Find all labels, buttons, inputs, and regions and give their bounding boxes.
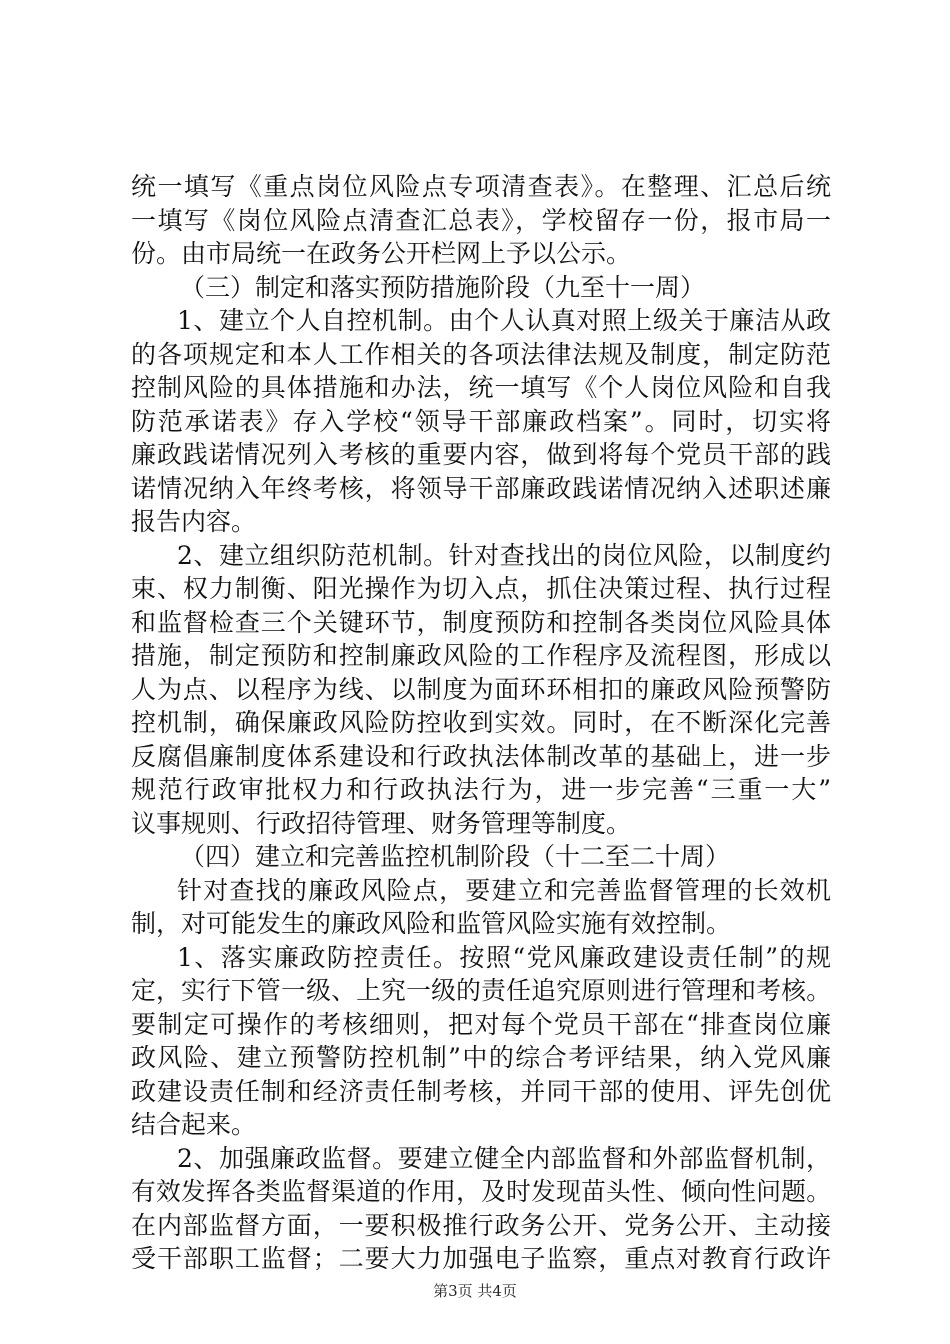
text-line: 规范行政审批权力和行政执法行为，进一步完善“三重一大” xyxy=(131,775,831,804)
text-line: 一填写《岗位风险点清查汇总表》，学校留存一份，报市局一 xyxy=(131,205,831,235)
text-line: 措施，制定预防和控制廉政风险的工作程序及流程图，形成以 xyxy=(131,641,831,670)
text-line: 结合起来。 xyxy=(131,1110,257,1139)
text-line: 防范承诺表》存入学校“领导干部廉政档案”。同时，切实将 xyxy=(131,406,831,436)
paragraph-first-line: 1、落实廉政防控责任。按照“党风廉政建设责任制”的规 xyxy=(177,942,831,972)
text-line: 政建设责任制和经济责任制考核，并同干部的使用、评先创优 xyxy=(131,1076,831,1106)
text-line: 和监督检查三个关键环节，制度预防和控制各类岗位风险具体 xyxy=(131,607,831,637)
document-body xyxy=(131,170,831,1276)
text-line: 制，对可能发生的廉政风险和监管风险实施有效控制。 xyxy=(131,909,732,938)
text-line: 份。由市局统一在政务公开栏网上予以公示。 xyxy=(131,239,632,268)
text-line: 廉政践诺情况列入考核的重要内容，做到将每个党员干部的践 xyxy=(131,440,831,469)
paragraph-first-line: 1、建立个人自控机制。由个人认真对照上级关于廉洁从政 xyxy=(177,306,831,335)
text-line: 有效发挥各类监督渠道的作用，及时发现苗头性、倾向性问题。 xyxy=(131,1177,831,1206)
section-heading: （四）建立和完善监控机制阶段（十二至二十周） xyxy=(180,842,731,871)
text-line: 定，实行下管一级、上究一级的责任追究原则进行管理和考核。 xyxy=(131,976,831,1005)
text-line: 要制定可操作的考核细则，把对每个党员干部在“排查岗位廉 xyxy=(131,1009,831,1039)
text-line: 控机制，确保廉政风险防控收到实效。同时，在不断深化完善 xyxy=(131,708,831,737)
text-line: 的各项规定和本人工作相关的各项法律法规及制度，制定防范 xyxy=(131,339,831,369)
text-line: 议事规则、行政招待管理、财务管理等制度。 xyxy=(131,808,632,838)
text-line: 诺情况纳入年终考核，将领导干部廉政践诺情况纳入述职述廉 xyxy=(131,473,831,503)
text-line: 报告内容。 xyxy=(131,507,257,536)
paragraph-first-line: 2、加强廉政监督。要建立健全内部监督和外部监督机制， xyxy=(177,1143,831,1173)
text-line: 反腐倡廉制度体系建设和行政执法体制改革的基础上，进一步 xyxy=(131,741,831,771)
text-line: 政风险、建立预警防控机制”中的综合考评结果，纳入党风廉 xyxy=(131,1043,831,1072)
paragraph-first-line: 2、建立组织防范机制。针对查找出的岗位风险，以制度约 xyxy=(177,540,831,570)
section-heading: （三）制定和落实预防措施阶段（九至十一周） xyxy=(180,272,706,302)
text-line: 统一填写《重点岗位风险点专项清查表》。在整理、汇总后统 xyxy=(131,172,831,201)
paragraph-first-line: 针对查找的廉政风险点，要建立和完善监督管理的长效机 xyxy=(177,875,831,905)
text-line: 束、权力制衡、阳光操作为切入点，抓住决策过程、执行过程 xyxy=(131,574,831,603)
text-line: 受干部职工监督；二要大力加强电子监察，重点对教育行政许 xyxy=(131,1244,831,1273)
text-line: 控制风险的具体措施和办法，统一填写《个人岗位风险和自我 xyxy=(131,373,831,402)
text-line: 在内部监督方面，一要积极推行政务公开、党务公开、主动接 xyxy=(131,1210,831,1240)
page-number-footer: 第3页 共4页 xyxy=(433,1282,517,1300)
text-line: 人为点、以程序为线、以制度为面环环相扣的廉政风险预警防 xyxy=(131,674,831,704)
